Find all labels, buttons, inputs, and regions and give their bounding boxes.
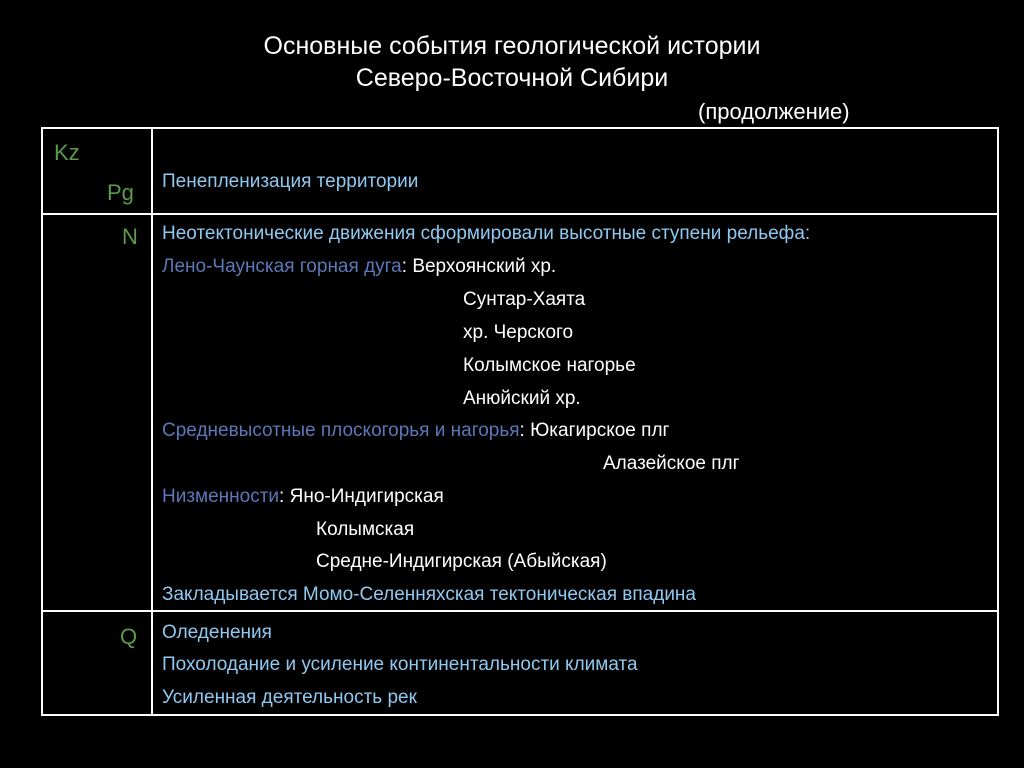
lowland-item: Яно-Индигирская xyxy=(289,486,444,507)
arc-item: Верхоянский хр. xyxy=(412,256,557,277)
pg-event-text: Пенепленизация территории xyxy=(162,171,419,192)
column-divider xyxy=(151,129,153,714)
q-event-text: Усиленная деятельность рек xyxy=(162,687,417,708)
arc-item: Колымское нагорье xyxy=(463,355,636,376)
row-divider-2 xyxy=(43,610,997,612)
arc-colon: : xyxy=(401,256,408,277)
lowland-item: Средне-Индигирская (Абыйская) xyxy=(316,551,607,572)
lowland-item: Колымская xyxy=(316,519,415,540)
geology-table xyxy=(41,127,999,716)
period-q-label: Q xyxy=(120,624,138,649)
arc-line xyxy=(162,255,556,279)
basin-text: Закладывается Момо-Селенняхская тектоническая впадина xyxy=(162,584,696,605)
era-kz-label: Kz xyxy=(54,140,80,165)
q-event-text: Оледенения xyxy=(162,622,272,643)
n-intro-text: Неотектонические движения сформировали высотные ступени рельефа: xyxy=(162,223,811,244)
arc-item: Анюйский хр. xyxy=(463,388,581,409)
plateau-colon: : xyxy=(519,420,525,441)
plateau-line xyxy=(162,419,669,443)
plateau-item: Алазейское плг xyxy=(603,453,740,474)
plateau-item: Юкагирское плг xyxy=(530,420,670,441)
period-n-label: N xyxy=(122,224,138,249)
lowland-line xyxy=(162,485,444,509)
page-title-line-2: Северо-Восточной Сибири xyxy=(355,64,669,92)
arc-label: Лено-Чаунская горная дуга xyxy=(162,256,402,277)
lowland-label: Низменности xyxy=(162,486,280,507)
arc-item: Сунтар-Хаята xyxy=(463,289,586,310)
page-subtitle: (продолжение) xyxy=(698,99,850,124)
page-title-line-1: Основные события геологической истории xyxy=(263,32,761,60)
lowland-colon: : xyxy=(279,486,285,507)
row-divider-1 xyxy=(43,213,997,215)
arc-item: хр. Черского xyxy=(463,322,574,343)
plateau-label: Средневысотные плоскогорья и нагорья xyxy=(162,420,520,441)
period-pg-label: Pg xyxy=(107,180,134,205)
q-event-text: Похолодание и усиление континентальности климата xyxy=(162,654,638,675)
